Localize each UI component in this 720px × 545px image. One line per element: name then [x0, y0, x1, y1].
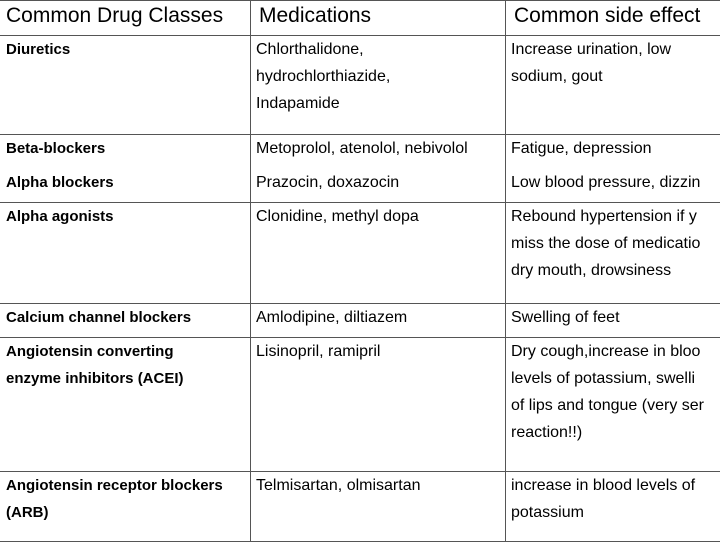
medications-cell	[251, 36, 506, 135]
medications-cell	[251, 203, 506, 304]
side-effects-cell	[506, 338, 720, 472]
header-side-effects-text: Common side effect	[506, 1, 720, 28]
drug-class-cell	[0, 472, 251, 542]
table-row-beta-alpha-blockers	[0, 135, 720, 203]
drug-class-text: Beta-blockers	[6, 135, 250, 162]
side-effects-text: potassium	[511, 499, 720, 526]
medications-text: Prazocin, doxazocin	[256, 169, 505, 196]
side-effects-cell	[506, 304, 720, 338]
medications-text: Lisinopril, ramipril	[256, 338, 505, 365]
header-row	[0, 1, 720, 36]
drug-class-cell	[0, 135, 251, 203]
side-effects-text: Rebound hypertension if y	[511, 203, 720, 230]
drug-class-text: Angiotensin converting	[6, 338, 250, 365]
side-effects-cell	[506, 472, 720, 542]
drug-class-text: (ARB)	[6, 499, 250, 526]
side-effects-cell	[506, 203, 720, 304]
table-row-calcium-channel-blockers	[0, 304, 720, 338]
drug-class-text: Angiotensin receptor blockers	[6, 472, 250, 499]
medications-cell	[251, 304, 506, 338]
medications-text: hydrochlorthiazide,	[256, 63, 505, 90]
drug-class-cell	[0, 304, 251, 338]
side-effects-text: increase in blood levels of	[511, 472, 720, 499]
drug-class-text: Calcium channel blockers	[6, 304, 250, 331]
drug-class-text: Alpha agonists	[6, 203, 250, 230]
drug-class-text: Diuretics	[6, 36, 250, 63]
medications-text: Clonidine, methyl dopa	[256, 203, 505, 230]
header-drug-classes-text: Common Drug Classes	[0, 1, 250, 28]
side-effects-text: of lips and tongue (very ser	[511, 392, 720, 419]
side-effects-text: reaction!!)	[511, 419, 720, 446]
medications-cell	[251, 135, 506, 203]
header-side-effects	[506, 1, 720, 36]
medications-text: Amlodipine, diltiazem	[256, 304, 505, 331]
side-effects-text: Low blood pressure, dizzin	[511, 169, 720, 196]
drug-class-cell	[0, 36, 251, 135]
table-row-diuretics	[0, 36, 720, 135]
header-medications	[251, 1, 506, 36]
medications-text: Metoprolol, atenolol, nebivolol	[256, 135, 505, 162]
side-effects-text: levels of potassium, swelli	[511, 365, 720, 392]
table-row-arb	[0, 472, 720, 542]
side-effects-text: Fatigue, depression	[511, 135, 720, 162]
side-effects-text: Increase urination, low	[511, 36, 720, 63]
drug-class-text: Alpha blockers	[6, 169, 250, 196]
table-row-alpha-agonists	[0, 203, 720, 304]
medications-text: Telmisartan, olmisartan	[256, 472, 505, 499]
drug-class-cell	[0, 203, 251, 304]
side-effects-cell	[506, 135, 720, 203]
medications-text: Indapamide	[256, 90, 505, 117]
side-effects-text: miss the dose of medicatio	[511, 230, 720, 257]
side-effects-text: sodium, gout	[511, 63, 720, 90]
side-effects-text: dry mouth, drowsiness	[511, 257, 720, 284]
drug-class-cell	[0, 338, 251, 472]
table-row-acei	[0, 338, 720, 472]
header-medications-text: Medications	[251, 1, 505, 28]
medications-cell	[251, 472, 506, 542]
medications-text: Chlorthalidone,	[256, 36, 505, 63]
side-effects-text: Dry cough,increase in bloo	[511, 338, 720, 365]
side-effects-text: Swelling of feet	[511, 304, 720, 331]
side-effects-cell	[506, 36, 720, 135]
header-drug-classes	[0, 1, 251, 36]
medications-cell	[251, 338, 506, 472]
drug-class-text: enzyme inhibitors (ACEI)	[6, 365, 250, 392]
